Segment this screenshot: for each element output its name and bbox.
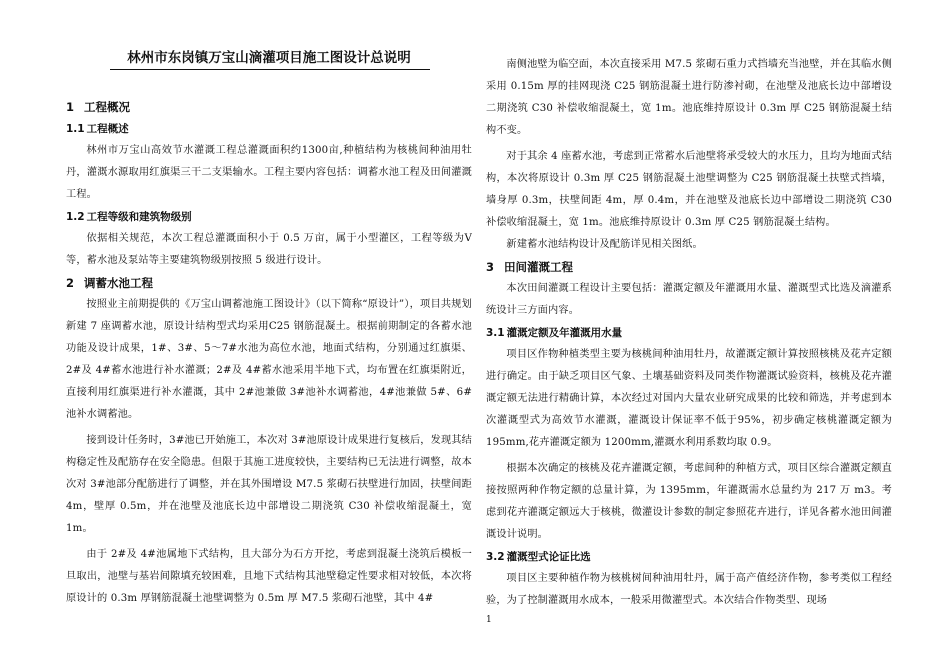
paragraph-continued: 南侧池壁为临空面，本次直接采用 M7.5 浆砌石重力式挡墙充当池壁，并在其临水侧采用 0.15m 厚的挂网现浇 C25 钢筋混凝土进行防渗衬砌，在池壁及池底长边中部增设二期浇筑 C30 补偿收缩混凝土，宽 1m。池底维持原设计 0.3m 厚 C25 钢筋混凝土结构不变。: [486, 59, 892, 136]
paragraph: 按照业主前期提供的《万宝山调蓄池施工图设计》（以下简称“原设计”），项目共规划新建 7 座调蓄水池，原设计结构型式均采用C25 钢筋混凝土。根据前期制定的各蓄水池功能及设计成果，1#、3#、5～7#水池为高位水池，地面式结构，分别通过红旗渠、2#及 4#蓄水池进行补水灌溉；2#及 4#蓄水池采用半地下式，均布置在红旗渠附近，直接利用红旗渠进行补水灌溉，其中 2#池兼做 3#池补水调蓄池，4#池兼做 5#、6#池补水调蓄池。: [66, 299, 472, 420]
section-heading-3: [486, 256, 892, 278]
title-underline: [110, 69, 430, 70]
section-number: 3: [486, 260, 495, 274]
paragraph: 根据本次确定的核桃及花卉灌溉定额，考虑间种的种植方式，项目区综合灌溉定额直接按照两种作物定额的总量计算，为 1395mm，年灌溉需水总量约为 217 万 m3。考虑到花卉灌溉定额远大于核桃，微灌设计参数的制定参照花卉进行，详见各蓄水池田间灌溉设计说明。: [486, 463, 892, 540]
subsection-title: 灌溉定额及年灌溉用水量: [506, 327, 623, 339]
subsection-title: 工程概述: [86, 123, 129, 135]
paragraph: 本次田间灌溉工程设计主要包括：灌溉定额及年灌溉用水量、灌溉型式比选及滴灌系统设计三方面内容。: [486, 283, 892, 316]
subsection-title: 工程等级和建筑物级别: [86, 211, 192, 223]
section-number: 1: [66, 100, 75, 114]
subsection-heading-3-2: [486, 546, 892, 568]
left-flow: [66, 96, 472, 610]
subsection-number: 3.2: [486, 551, 505, 563]
paragraph: 依据相关规范，本次工程总灌溉面积小于 0.5 万亩，属于小型灌区，工程等级为Ⅴ等，蓄水池及泵站等主要建筑物级别按照 5 级进行设计。: [66, 233, 472, 266]
subsection-heading-1-2: [66, 206, 472, 228]
paragraph: 新建蓄水池结构设计及配筋详见相关图纸。: [506, 239, 703, 250]
paragraph: 由于 2#及 4#池属地下式结构，且大部分为石方开挖，考虑到混凝土浇筑后模板一旦取出，池壁与基岩间隙填充较困难，且地下式结构其池壁稳定性要求相对较低，本次将原设计的 0.3m 厚钢筋混凝土池壁调整为 0.5m 厚 M7.5 浆砌石池壁，其中 4#: [66, 549, 472, 604]
paragraph: 项目区作物种植类型主要为核桃间种油用牡丹，故灌溉定额计算按照核桃及花卉定额进行确定。由于缺乏项目区气象、土壤基础资料及同类作物灌溉试验资料，核桃及花卉灌溉定额无法进行精确计算，本次经过对国内大量农业研究成果的比较和筛选，并考虑到本次灌溉型式为高效节水灌溉，灌溉设计保证率不低于95%，初步确定核桃灌溉定额为 195mm,花卉灌溉定额为 1200mm,灌溉水利用系数均取 0.9。: [486, 349, 892, 448]
paragraph: 项目区主要种植作物为核桃树间种油用牡丹，属于高产值经济作物，参考类似工程经验，为了控制灌溉用水成本，一般采用微灌型式。本次结合作物类型、现场: [486, 573, 892, 606]
subsection-number: 3.1: [486, 327, 505, 339]
subsection-title: 灌溉型式论证比选: [506, 551, 591, 563]
paragraph: 接到设计任务时，3#池已开始施工，本次对 3#池原设计成果进行复核后，发现其结构稳定性及配筋存在安全隐患。但限于其施工进度较快，主要结构已无法进行调整，故本次对 3#池部分配筋进行了调整，并在其外围增设 M7.5 浆砌石扶壁进行加固，扶壁间距 4m，壁厚 0.5m，并在池壁及池底长边中部增设二期浇筑 C30 补偿收缩混凝土，宽 1m。: [66, 435, 472, 534]
paragraph: 对于其余 4 座蓄水池，考虑到正常蓄水后池壁将承受较大的水压力，且均为地面式结构，本次将原设计 0.3m 厚 C25 钢筋混凝土池壁调整为 C25 钢筋混凝土扶壁式挡墙，墙身厚 0.3m，扶壁间距 4m，厚 0.4m，并在池壁及池底长边中部增设二期浇筑 C30 补偿收缩混凝土，宽 1m。池底维持原设计 0.3m 厚 C25 钢筋混凝土结构。: [486, 151, 892, 228]
document-title: 林州市东岗镇万宝山滴灌项目施工图设计总说明: [127, 50, 411, 66]
subsection-heading-3-1: [486, 322, 892, 344]
section-number: 2: [66, 276, 75, 290]
section-title: 调蓄水池工程: [84, 276, 153, 290]
section-title: 田间灌溉工程: [504, 260, 573, 274]
right-flow: [486, 54, 892, 612]
section-heading-2: [66, 272, 472, 294]
section-heading-1: [66, 96, 472, 118]
subsection-number: 1.2: [66, 211, 85, 223]
subsection-heading-1-1: [66, 118, 472, 140]
section-title: 工程概况: [84, 100, 130, 114]
paragraph: 林州市万宝山高效节水灌溉工程总灌溉面积约1300亩,种植结构为核桃间种油用牡丹，灌溉水源取用红旗渠三干二支渠输水。工程主要内容包括：调蓄水池工程及田间灌溉工程。: [66, 145, 472, 200]
page-number: 1: [486, 615, 492, 625]
subsection-number: 1.1: [66, 123, 85, 135]
